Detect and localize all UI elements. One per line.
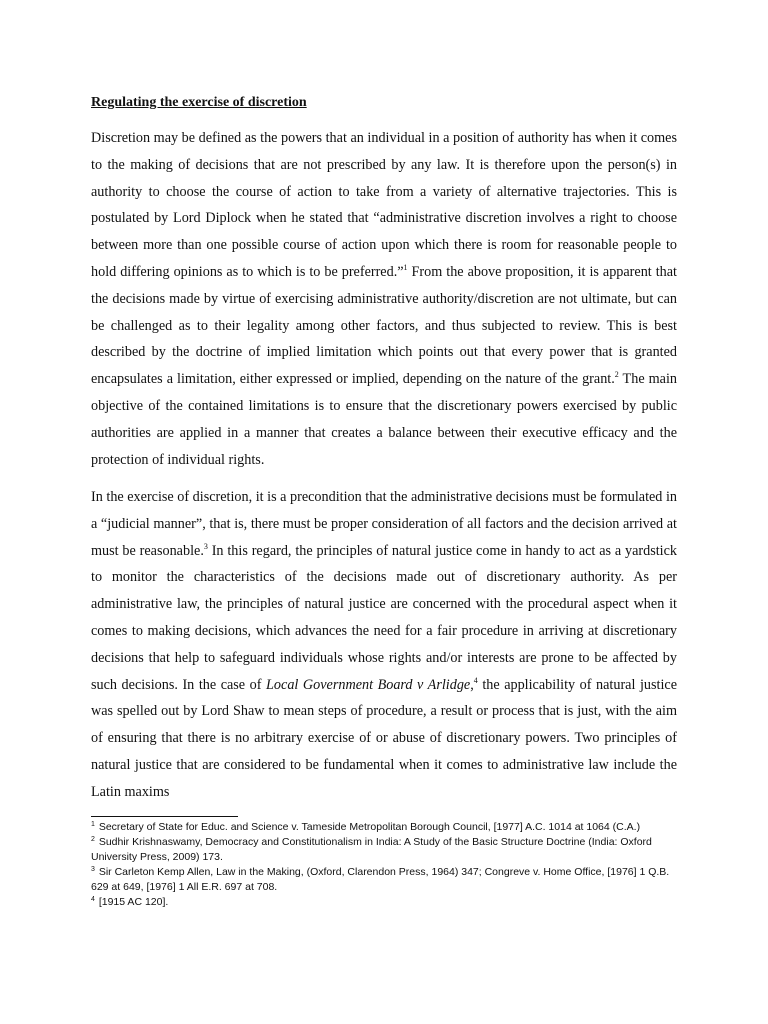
footnote-2 xyxy=(91,835,677,865)
body-paragraph-2 xyxy=(91,484,677,806)
footnote-number: 1 xyxy=(91,821,95,828)
paragraph-1-text-part-3: The main objective of the contained limitations is to ensure that the discretionary powers exercised by public authorities are applied in a manner that creates a balance between their executive efficacy and the protection of individual rights. xyxy=(91,371,677,468)
footnote-text: Sir Carleton Kemp Allen, Law in the Making, (Oxford, Clarendon Press, 1964) 347; Congreve v. Home Office, [1976] 1 Q.B. 629 at 649, [1976] 1 All E.R. 697 at 708. xyxy=(91,866,670,893)
paragraph-2-text-part-2: In this regard, the principles of natural justice come in handy to act as a yardstick to monitor the characteristics of the decisions made out of discretionary authority. As per administrative law, the principles of natural justice are concerned with the procedural aspect when it comes to making decisions, which advances the need for a fair procedure in arriving at discretionary decisions that help to safeguard individuals whose rights and/or interests are prone to be affected by such decisions. In the case of xyxy=(91,542,678,693)
footnote-separator xyxy=(91,816,238,817)
footnote-number: 2 xyxy=(91,836,95,843)
footnote-reference-2: 2 xyxy=(614,370,619,380)
paragraph-2-text-part-1: In the exercise of discretion, it is a precondition that the administrative decisions must be formulated in a “judicial manner”, that is, there must be proper consideration of all factors and the decision arrived at must be reasonable. xyxy=(91,489,677,559)
paragraph-2-text-part-3: , xyxy=(470,676,474,693)
footnote-reference-3: 3 xyxy=(203,541,208,551)
body-paragraph-1 xyxy=(91,125,677,473)
paragraph-1-text-part-2: From the above proposition, it is apparent that the decisions made by virtue of exercising administrative authority/discretion are not ultimate, but can be challenged as to their legality among other factors, and thus subjected to review. This is best described by the doctrine of implied limitation which points out that every power that is granted encapsulates a limitation, either expressed or implied, depending on the nature of the grant. xyxy=(91,263,677,388)
footnote-number: 4 xyxy=(91,896,95,903)
paragraph-1-text-part-1: Discretion may be defined as the powers that an individual in a position of authority has when it comes to the making of decisions that are not prescribed by any law. It is therefore upon the person(s) in authority to choose the course of action to take from a variety of alternative trajectories. This is postulated by Lord Diplock when he stated that “administrative discretion involves a right to choose between more than one possible course of action upon which there is room for reasonable people to hold differing opinions as to which is to be preferred.” xyxy=(91,130,677,280)
footnote-number: 3 xyxy=(91,866,95,873)
footnote-text: Sudhir Krishnaswamy, Democracy and Constitutionalism in India: A Study of the Basic Structure Doctrine (India: Oxford University Press, 2009) 173. xyxy=(91,836,652,863)
footnote-1 xyxy=(91,820,677,835)
case-name: Local Government Board v Arlidge xyxy=(266,676,471,693)
footnote-reference-1: 1 xyxy=(403,262,408,272)
footnote-4 xyxy=(91,895,677,910)
section-heading: Regulating the exercise of discretion xyxy=(91,95,307,110)
footnote-reference-4: 4 xyxy=(473,675,478,685)
footnote-text: [1915 AC 120]. xyxy=(95,896,169,908)
footnote-text: Secretary of State for Educ. and Science v. Tameside Metropolitan Borough Council, [1977] A.C. 1014 at 1064 (C.A.) xyxy=(95,821,641,833)
footnote-3 xyxy=(91,865,677,895)
paragraph-2-text-part-4: the applicability of natural justice was spelled out by Lord Shaw to mean steps of procedure, a result or process that is just, with the aim of ensuring that there is no arbitrary exercise of or abuse of discretionary powers. Two principles of natural justice that are considered to be fundamental when it comes to administrative law include the Latin maxims xyxy=(91,676,677,800)
footnotes xyxy=(91,820,677,910)
